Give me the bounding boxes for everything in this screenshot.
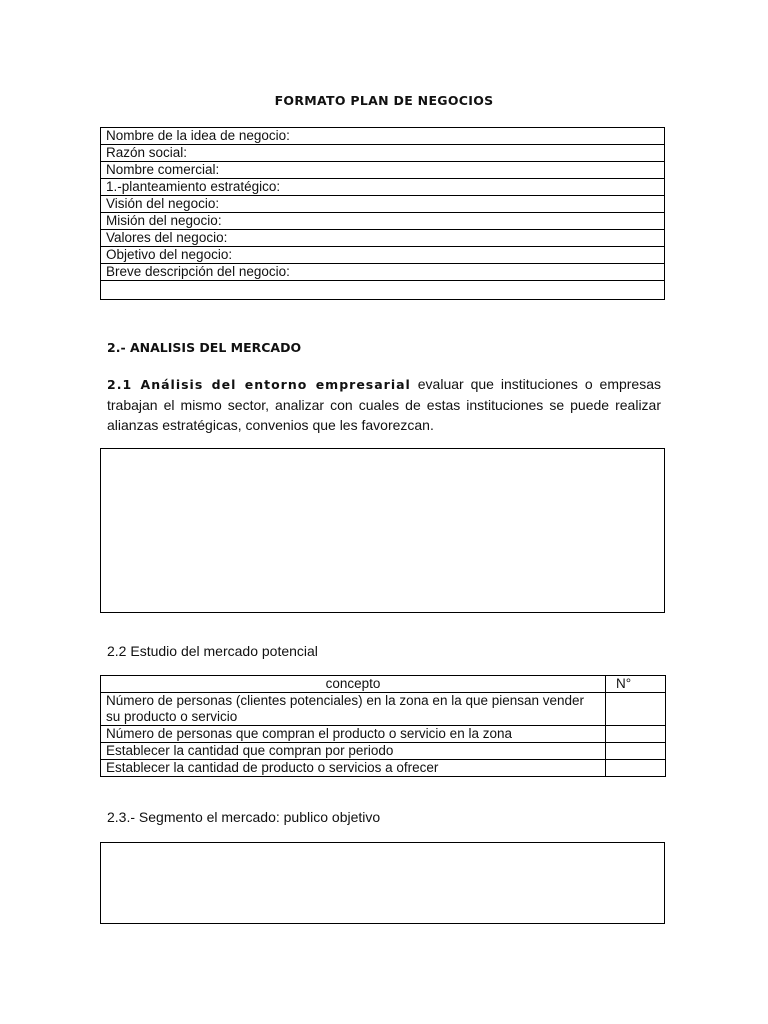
field-objetivo[interactable]: Objetivo del negocio: xyxy=(101,247,665,264)
market-row-concept: Establecer la cantidad que compran por periodo xyxy=(101,743,606,760)
market-row-concept: Establecer la cantidad de producto o servicios a ofrecer xyxy=(101,760,606,777)
field-descripcion[interactable]: Breve descripción del negocio: xyxy=(101,264,665,281)
field-idea-name[interactable]: Nombre de la idea de negocio: xyxy=(101,128,665,145)
market-header-concepto: concepto xyxy=(101,676,606,693)
field-descripcion-answer[interactable] xyxy=(101,281,665,300)
market-header-numero: N° xyxy=(606,676,666,693)
table-row xyxy=(101,743,666,760)
document-title: FORMATO PLAN DE NEGOCIOS xyxy=(274,93,494,108)
market-row-value[interactable] xyxy=(606,726,666,743)
field-nombre-comercial[interactable]: Nombre comercial: xyxy=(101,162,665,179)
market-row-concept: Número de personas (clientes potenciales) en la zona en la que piensan vender su producto o servicio xyxy=(101,693,606,726)
section-2-1-text: evaluar que instituciones o empresas trabajan el mismo sector, analizar con cuales de estas instituciones se puede realizar alianzas estratégicas, convenios que les favorezcan. xyxy=(107,376,661,433)
business-info-table xyxy=(100,127,665,300)
field-valores[interactable]: Valores del negocio: xyxy=(101,230,665,247)
field-mision[interactable]: Misión del negocio: xyxy=(101,213,665,230)
segmento-answer-box[interactable] xyxy=(100,842,665,924)
market-row-value[interactable] xyxy=(606,743,666,760)
section-2-3-title: 2.3.- Segmento el mercado: publico objetivo xyxy=(107,809,381,825)
market-row-value[interactable] xyxy=(606,693,666,726)
table-row xyxy=(101,760,666,777)
market-table xyxy=(100,675,666,777)
table-row xyxy=(101,726,666,743)
market-row-value[interactable] xyxy=(606,760,666,777)
section-2-1-title: 2.1 Análisis del entorno empresarial xyxy=(107,377,411,392)
section-2-heading: 2.- ANALISIS DEL MERCADO xyxy=(107,340,302,355)
market-row-concept: Número de personas que compran el producto o servicio en la zona xyxy=(101,726,606,743)
table-row xyxy=(101,693,666,726)
section-2-2-title: 2.2 Estudio del mercado potencial xyxy=(107,643,318,659)
section-2-1-paragraph xyxy=(107,374,661,435)
field-vision[interactable]: Visión del negocio: xyxy=(101,196,665,213)
field-planteamiento[interactable]: 1.-planteamiento estratégico: xyxy=(101,179,665,196)
entorno-answer-box[interactable] xyxy=(100,448,665,613)
field-razon-social[interactable]: Razón social: xyxy=(101,145,665,162)
